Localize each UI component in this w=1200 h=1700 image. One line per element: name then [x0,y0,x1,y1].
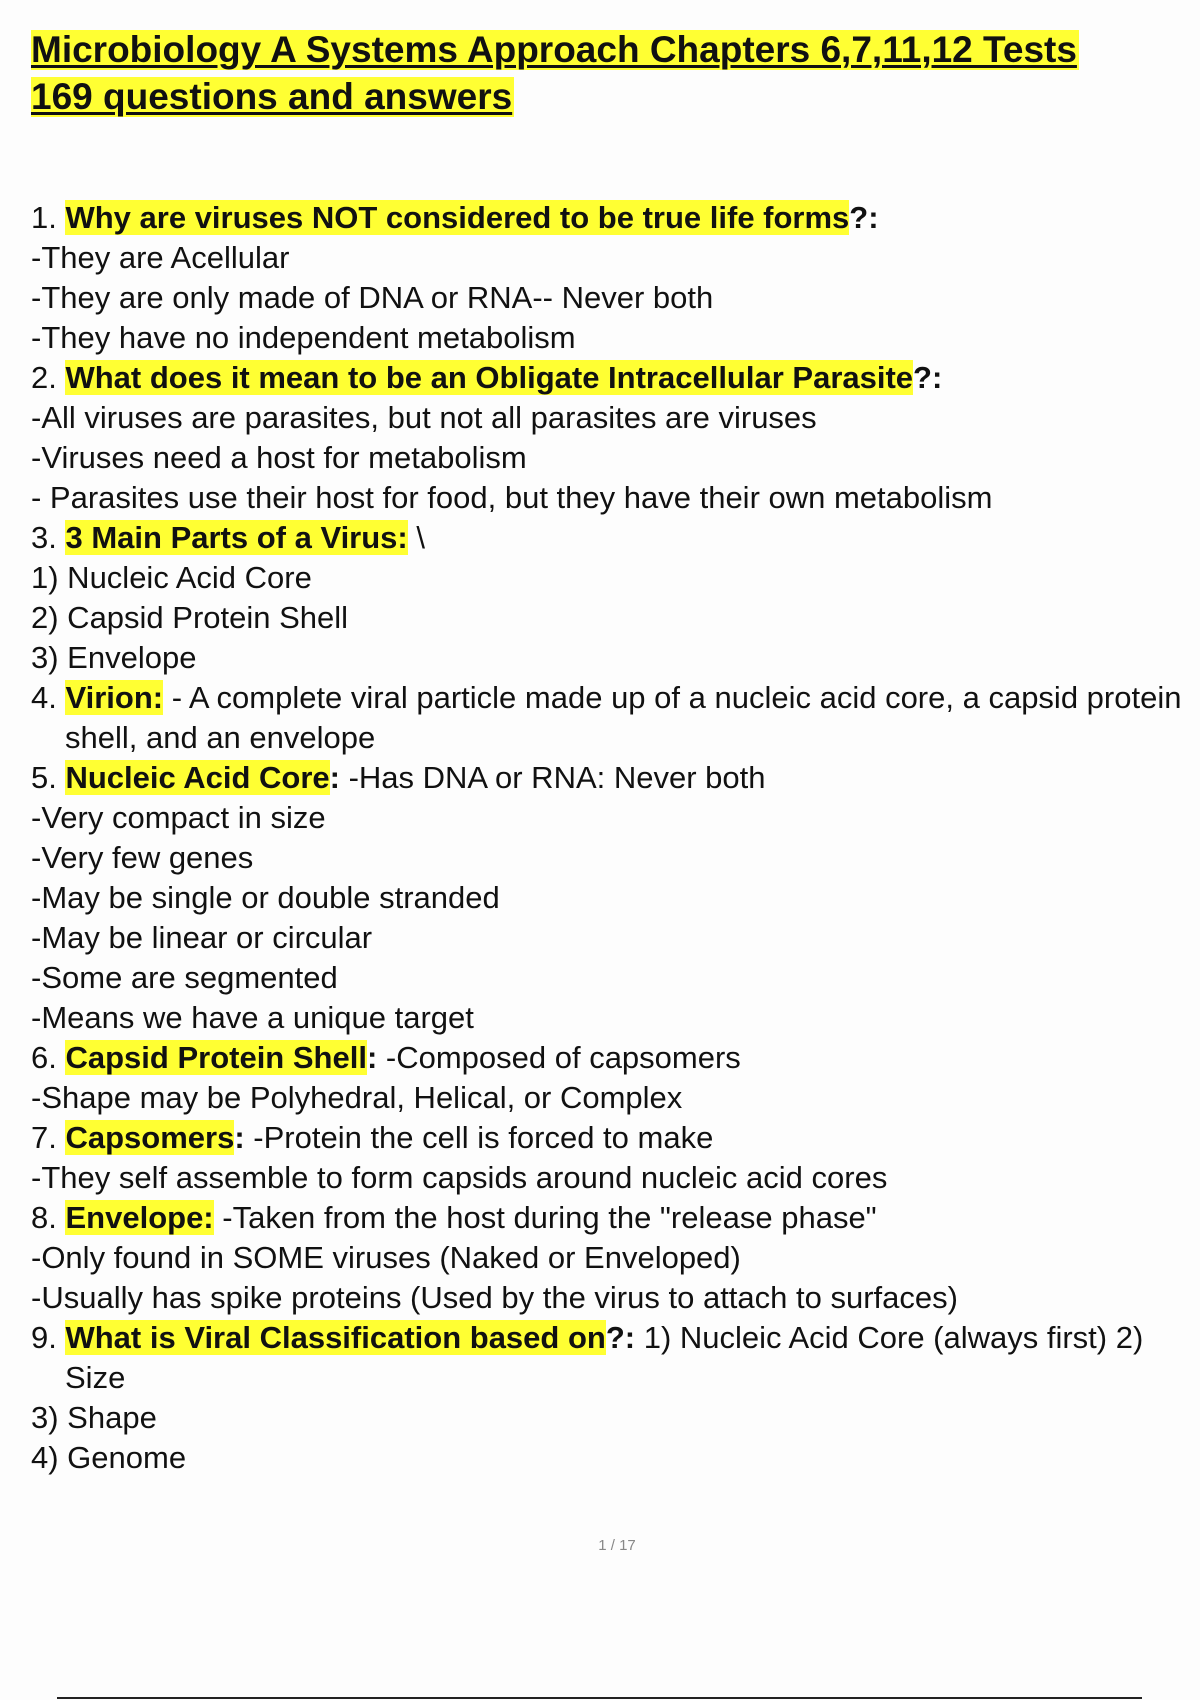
qa-list [31,198,1200,1478]
term-separator: ?: [849,200,879,235]
term-separator: ?: [605,1320,636,1355]
answer-line: -They are only made of DNA or RNA-- Never both [31,280,714,315]
question-line [31,198,1200,238]
question-line [31,1118,1200,1158]
answer-line: -Shape may be Polyhedral, Helical, or Complex [31,1080,683,1115]
answer-line: -They are Acellular [31,240,290,275]
answer-continuation: shell, and an envelope [65,720,376,755]
question-line [31,518,1200,558]
answer-line: -All viruses are parasites, but not all parasites are viruses [31,400,817,435]
answer-line: 4) Genome [31,1440,187,1475]
question-line [31,758,1200,798]
question-term: Why are viruses NOT considered to be true life forms [65,200,850,235]
question-number: 5. [31,760,57,795]
title-line-1: Microbiology A Systems Approach Chapters 6,7,11,12 Tests [31,30,1077,70]
question-term: Virion: [65,680,164,715]
page-indicator: 1 / 17 [598,1537,636,1554]
question-line [31,1318,1200,1358]
answer-line: 2) Capsid Protein Shell [31,600,349,635]
answer-line: -Very compact in size [31,800,326,835]
answer-line: 3) Shape [31,1400,157,1435]
answer-line: 3) Envelope [31,640,197,675]
question-number: 9. [31,1320,57,1355]
answer-text: -Protein the cell is forced to make [244,1120,714,1155]
question-term: What does it mean to be an Obligate Intracellular Parasite [65,360,914,395]
answer-line: -Only found in SOME viruses (Naked or Enveloped) [31,1240,741,1275]
answer-continuation: Size [65,1360,126,1395]
answer-text: -Taken from the host during the "release phase" [213,1200,877,1235]
answer-line: -Some are segmented [31,960,338,995]
question-number: 6. [31,1040,57,1075]
answer-line: -Very few genes [31,840,254,875]
question-term: What is Viral Classification based on [65,1320,606,1355]
term-separator: : [366,1040,378,1075]
answer-text: \ [407,520,425,555]
question-term: 3 Main Parts of a Virus: [65,520,408,555]
answer-line: 1) Nucleic Acid Core [31,560,312,595]
question-line [31,678,1200,718]
answer-line: -May be single or double stranded [31,880,500,915]
question-number: 7. [31,1120,57,1155]
answer-line: -They self assemble to form capsids around nucleic acid cores [31,1160,888,1195]
answer-line: -Viruses need a host for metabolism [31,440,527,475]
answer-line: - Parasites use their host for food, but they have their own metabolism [31,480,993,515]
question-term: Capsid Protein Shell [65,1040,367,1075]
title-line-2: 169 questions and answers [31,76,513,117]
term-separator: ?: [913,360,943,395]
page-bottom-rule [57,1697,1142,1699]
question-term: Nucleic Acid Core [65,760,330,795]
answer-line: -Means we have a unique target [31,1000,474,1035]
answer-line: -They have no independent metabolism [31,320,576,355]
answer-line: -May be linear or circular [31,920,373,955]
question-number: 3. [31,520,57,555]
question-number: 2. [31,360,57,395]
question-number: 1. [31,200,57,235]
answer-text: 1) Nucleic Acid Core (always first) 2) [635,1320,1144,1355]
question-line [31,1198,1200,1238]
question-term: Envelope: [65,1200,214,1235]
question-number: 4. [31,680,57,715]
question-line [31,1038,1200,1078]
question-number: 8. [31,1200,57,1235]
answer-text: - A complete viral particle made up of a nucleic acid core, a capsid protein [163,680,1182,715]
answer-text: -Has DNA or RNA: Never both [339,760,766,795]
answer-text: -Composed of capsomers [377,1040,741,1075]
term-separator: : [234,1120,245,1155]
answer-line: -Usually has spike proteins (Used by the virus to attach to surfaces) [31,1280,958,1315]
document-title [31,30,1200,117]
term-separator: : [329,760,340,795]
question-term: Capsomers [65,1120,235,1155]
question-line [31,358,1200,398]
